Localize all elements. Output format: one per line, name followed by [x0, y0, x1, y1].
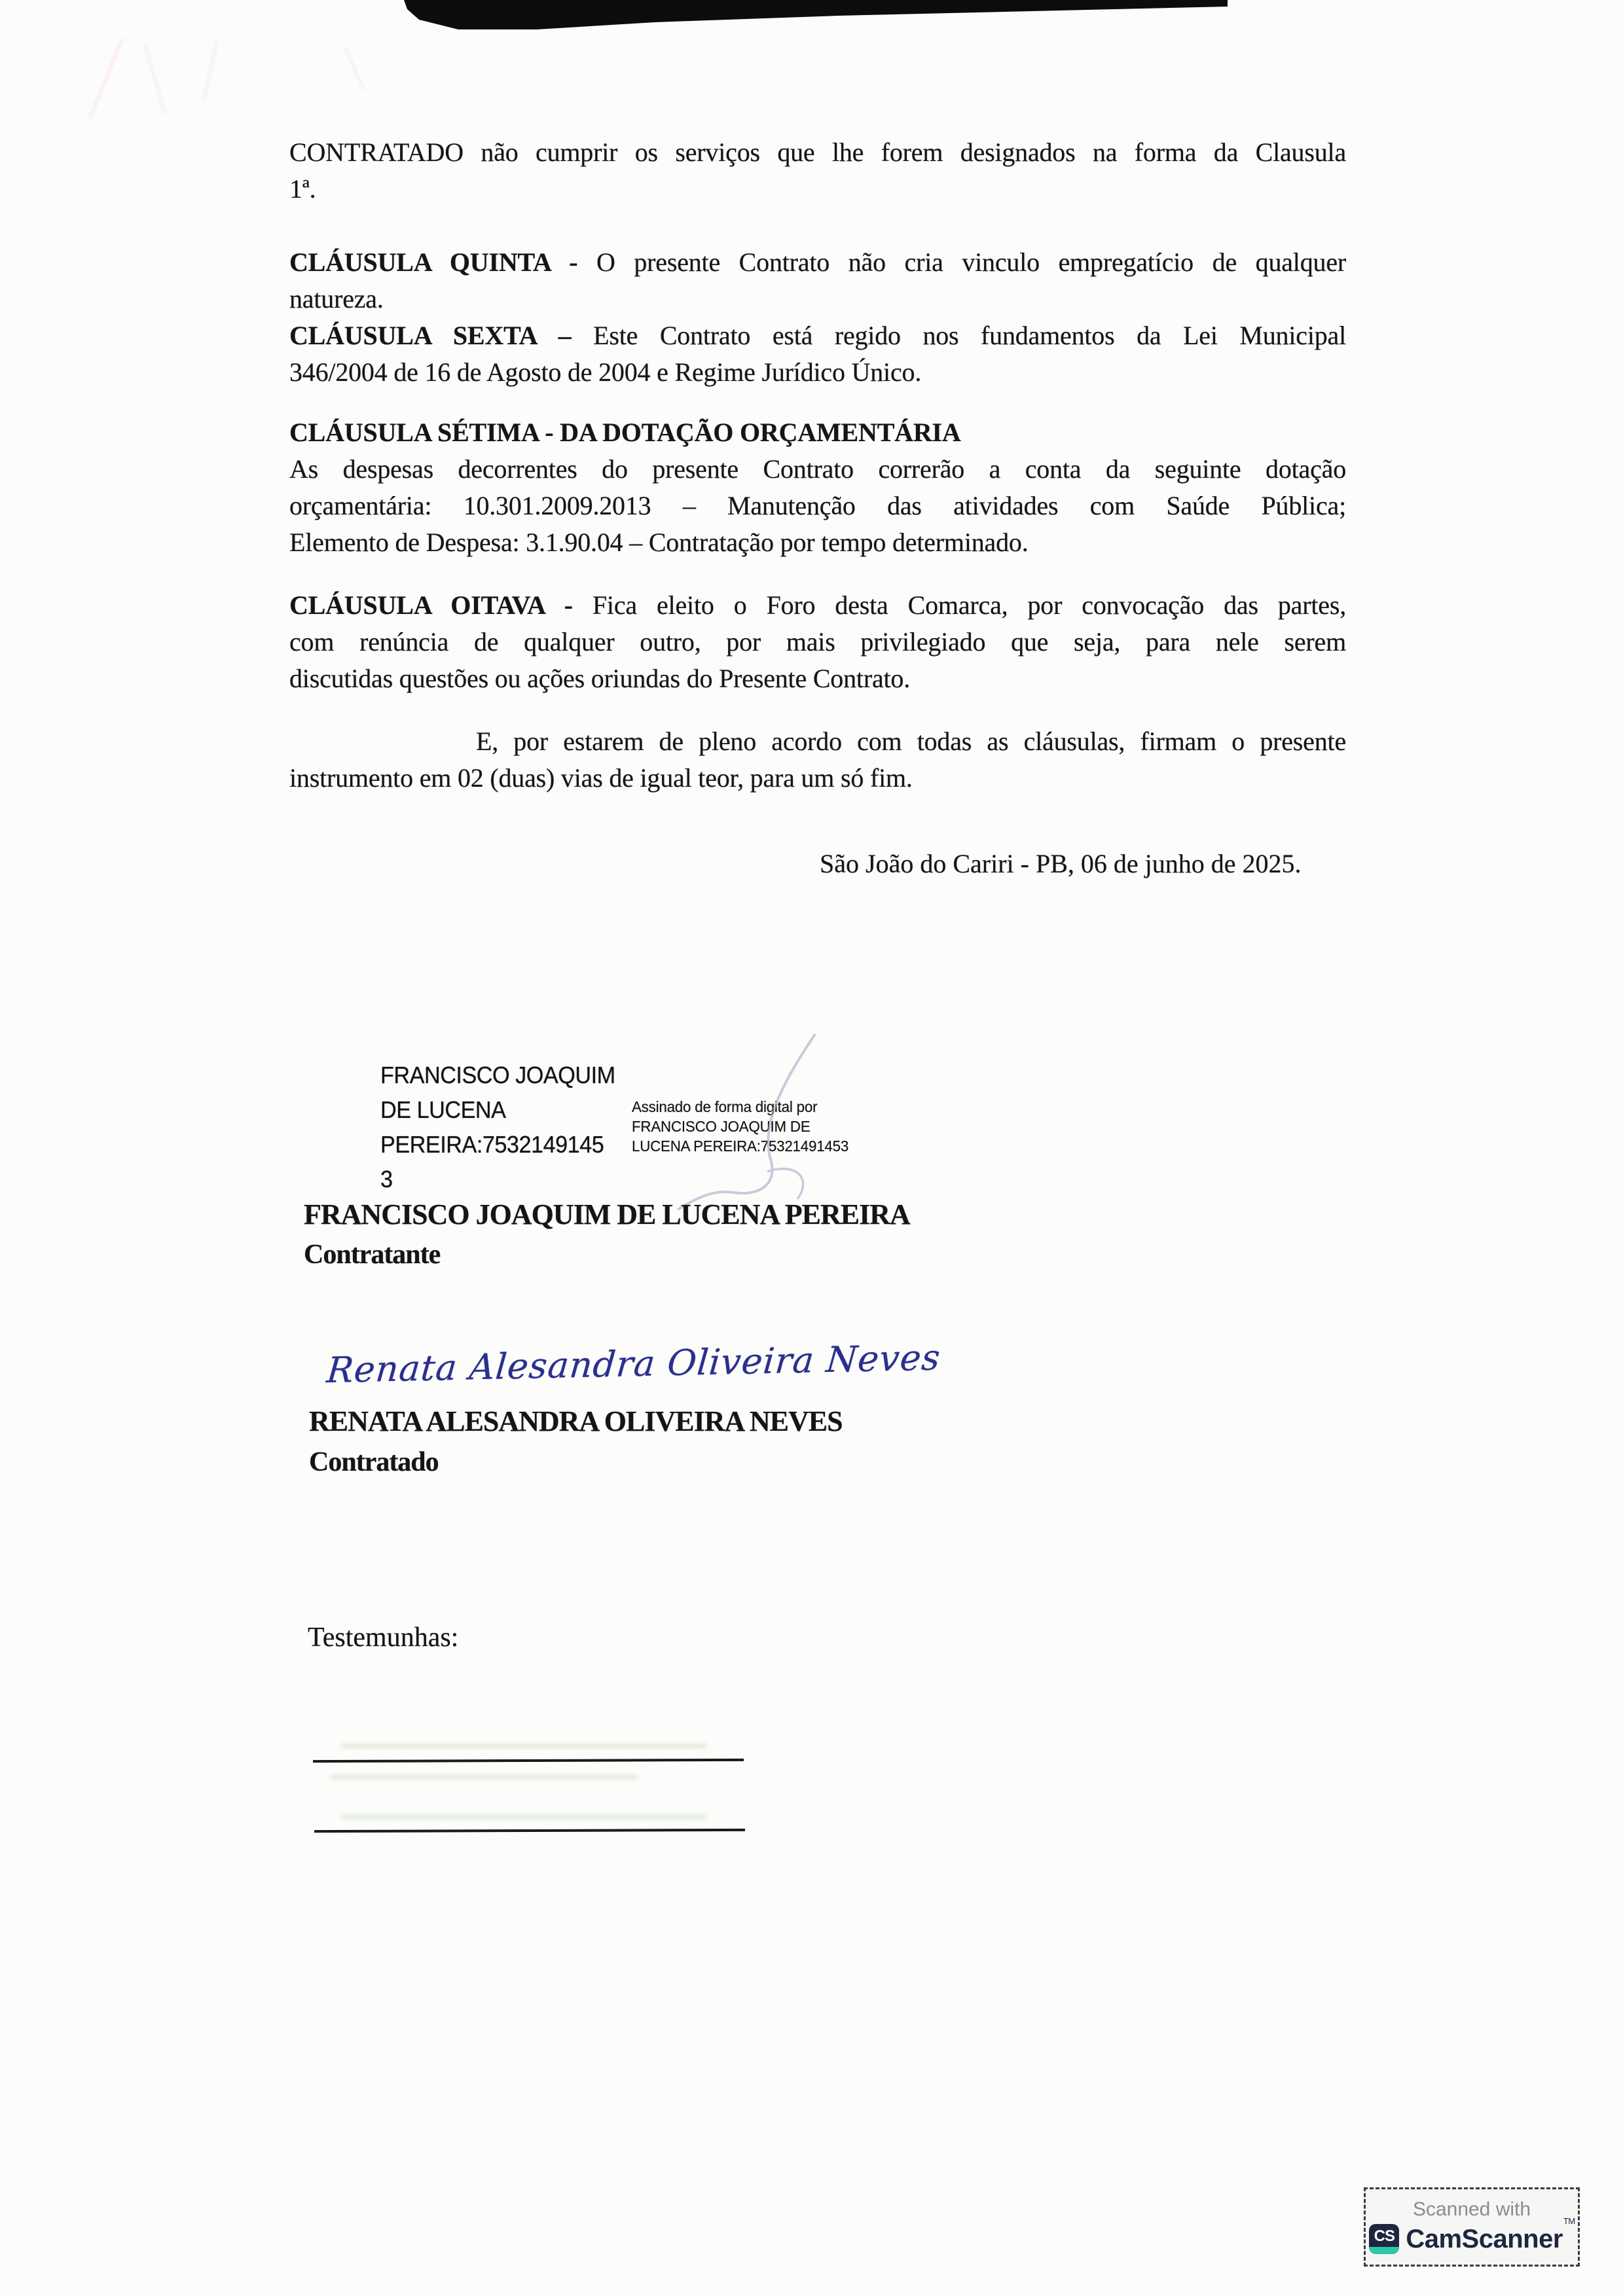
- contract-line: [289, 488, 1346, 524]
- witnesses-label: Testemunhas:: [308, 1623, 459, 1653]
- camscanner-brand-row: [1369, 2216, 1575, 2254]
- witness-signature-line-2: [314, 1829, 745, 1833]
- green-print-through-smudge: [340, 1744, 707, 1748]
- clause-setima-line3: Elemento de Despesa: 3.1.90.04 – Contratação por tempo determinado.: [289, 528, 1029, 557]
- francisco-handwritten-mark-icon: [615, 1021, 851, 1217]
- camscanner-logo-icon: [1369, 2224, 1399, 2254]
- digital-signature-detail-line: FRANCISCO JOAQUIM DE: [632, 1118, 811, 1135]
- clause-setima-line2: orçamentária: 10.301.2009.2013 – Manutenção das atividades com Saúde Pública;: [289, 491, 1346, 520]
- contratante-name: FRANCISCO JOAQUIM DE LUCENA PEREIRA: [304, 1198, 910, 1230]
- contract-line: [289, 134, 1346, 171]
- contratado-role-label: Contratado: [309, 1447, 439, 1477]
- contract-line: [289, 660, 1346, 697]
- paragraph1-line1: CONTRATADO não cumprir os serviços que lhe forem designados na forma da Clausula: [289, 137, 1346, 167]
- contract-line: [289, 171, 1346, 207]
- pink-scan-streak: [344, 47, 365, 90]
- clause-oitava-text: Fica eleito o Foro desta Comarca, por convocação das partes,: [592, 590, 1346, 620]
- clause-sexta-text: Este Contrato está regido nos fundamentos da Lei Municipal: [593, 321, 1347, 350]
- cs-logo-text: CS: [1374, 2227, 1395, 2245]
- green-print-through-smudge: [340, 1814, 707, 1819]
- renata-handwritten-signature: Renata Alesandra Oliveira Neves: [325, 1336, 943, 1391]
- contract-line: [289, 354, 1346, 391]
- contract-line: [289, 760, 1346, 797]
- scan-artifact-top-bar: [0, 0, 1623, 39]
- pink-scan-streak: [89, 39, 123, 118]
- digital-signature-name-large: [380, 1058, 615, 1196]
- paragraph1-line2: 1ª.: [289, 174, 316, 204]
- clause-quinta-text: O presente Contrato não cria vinculo empregatício de qualquer: [596, 247, 1346, 277]
- green-print-through-smudge: [331, 1775, 638, 1780]
- closing-line2: instrumento em 02 (duas) vias de igual teor, para um só fim.: [289, 763, 913, 793]
- contract-line: [289, 244, 1346, 281]
- contract-line: [289, 451, 1346, 488]
- clause-sexta-heading: CLÁUSULA SEXTA –: [289, 321, 594, 350]
- camscanner-badge: [1364, 2187, 1580, 2267]
- camscanner-brand-text: CamScanner: [1406, 2225, 1563, 2253]
- clause-oitava-heading: CLÁUSULA OITAVA -: [289, 590, 593, 620]
- clause-quinta-line2: natureza.: [289, 284, 384, 314]
- contract-text-column: [289, 134, 1346, 797]
- closing-line1: E, por estarem de pleno acordo com todas as cláusulas, firmam o presente: [476, 726, 1346, 756]
- pink-scan-streak: [144, 44, 166, 114]
- trademark-symbol: TM: [1563, 2216, 1575, 2226]
- digital-signature-detail-line: LUCENA PEREIRA:75321491453: [632, 1138, 849, 1155]
- digital-signature-detail-line: Assinado de forma digital por: [632, 1098, 818, 1115]
- contract-line: [289, 317, 1346, 354]
- contract-line: [289, 414, 1346, 451]
- contratante-role-label: Contratante: [304, 1240, 441, 1270]
- digital-signature-large-line: PEREIRA:7532149145: [380, 1131, 604, 1158]
- digital-signature-large-line: FRANCISCO JOAQUIM: [380, 1062, 615, 1088]
- contract-line: [289, 587, 1346, 624]
- contratado-name: RENATA ALESANDRA OLIVEIRA NEVES: [309, 1405, 843, 1437]
- digital-signature-large-line: 3: [380, 1166, 393, 1193]
- contract-line: [289, 281, 1346, 317]
- scanned-with-label: Scanned with: [1412, 2198, 1531, 2220]
- contract-line: [289, 524, 1346, 561]
- clause-setima-line1: As despesas decorrentes do presente Contrato correrão a conta da seguinte dotação: [289, 454, 1346, 484]
- witness-signature-line-1: [313, 1759, 744, 1763]
- camscanner-brand: [1406, 2216, 1575, 2253]
- clause-sexta-line2: 346/2004 de 16 de Agosto de 2004 e Regime Jurídico Único.: [289, 357, 922, 387]
- clause-quinta-heading: CLÁUSULA QUINTA -: [289, 247, 596, 277]
- clause-setima-heading: CLÁUSULA SÉTIMA - DA DOTAÇÃO ORÇAMENTÁRIA: [289, 418, 961, 447]
- date-line: São João do Cariri - PB, 06 de junho de 2025.: [820, 849, 1302, 878]
- digital-signature-large-line: DE LUCENA: [380, 1096, 506, 1123]
- clause-oitava-line3: discutidas questões ou ações oriundas do Presente Contrato.: [289, 664, 911, 693]
- contract-line: [289, 624, 1346, 660]
- contract-line: [289, 723, 1346, 760]
- pink-scan-streak: [203, 40, 218, 101]
- clause-oitava-line2: com renúncia de qualquer outro, por mais privilegiado que seja, para nele serem: [289, 627, 1346, 656]
